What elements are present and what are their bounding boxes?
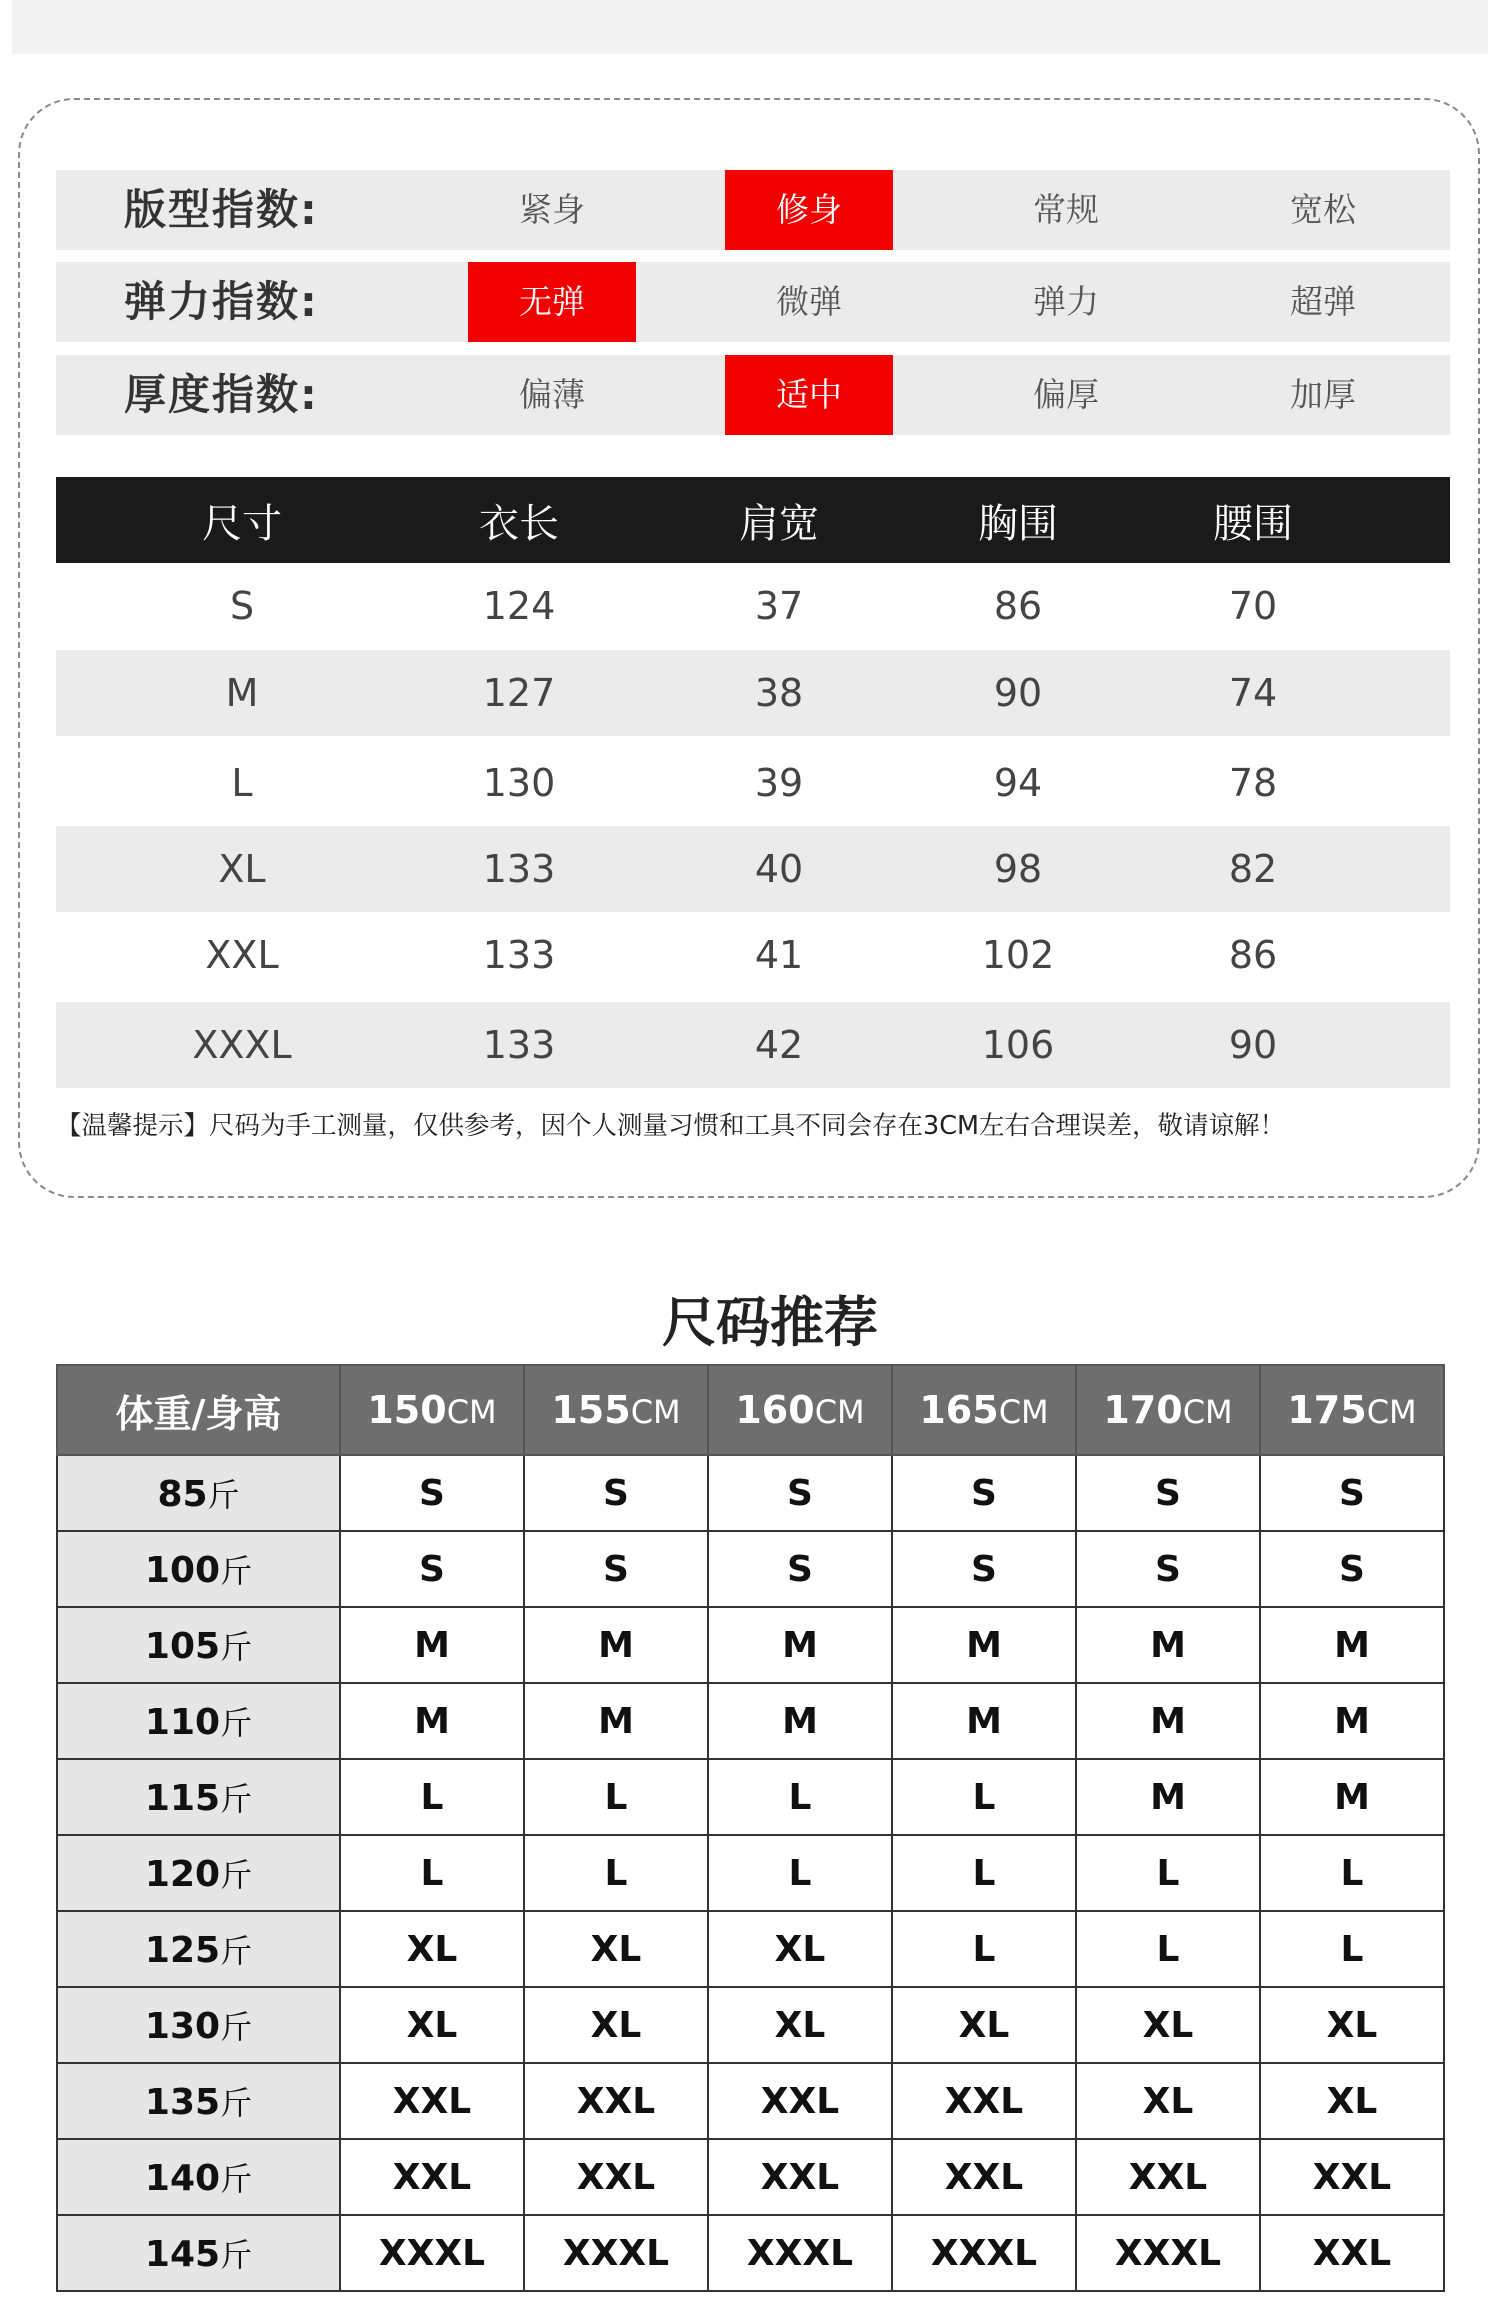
height-unit: CM <box>1182 1393 1233 1431</box>
size-cell: L <box>892 1911 1076 1987</box>
size-cell: M <box>892 1683 1076 1759</box>
weight-value: 120 <box>144 1854 221 1895</box>
index-option: 超弹 <box>1290 282 1356 321</box>
measurement-header-cell: 胸围 <box>978 500 1058 547</box>
measurement-cell: 130 <box>482 761 556 805</box>
size-cell: L <box>1076 1911 1260 1987</box>
measurement-row <box>56 1002 1450 1088</box>
measurement-cell: 133 <box>482 847 556 891</box>
weight-value: 145 <box>144 2234 221 2275</box>
measurement-row <box>56 740 1450 826</box>
size-cell: XXL <box>892 2139 1076 2215</box>
measurement-cell: 70 <box>1228 583 1278 628</box>
weight-cell <box>57 1683 340 1759</box>
measurement-cell: 133 <box>482 933 556 977</box>
weight-unit: 斤 <box>220 2084 253 2122</box>
size-cell: XXL <box>340 2063 524 2139</box>
measurement-cell: M <box>225 671 259 715</box>
weight-value: 125 <box>144 1930 221 1971</box>
height-header <box>1260 1365 1444 1455</box>
measurement-cell: 41 <box>754 933 804 977</box>
recommend-row <box>57 2139 1444 2215</box>
size-cell: M <box>708 1607 892 1683</box>
size-cell: S <box>708 1531 892 1607</box>
size-cell: XXL <box>1076 2139 1260 2215</box>
measurement-cell: 37 <box>754 583 804 628</box>
weight-unit: 斤 <box>207 1476 240 1514</box>
size-cell: XL <box>1260 2063 1444 2139</box>
size-cell: XL <box>1076 1987 1260 2063</box>
size-cell: XL <box>892 1987 1076 2063</box>
size-cell: L <box>1260 1911 1444 1987</box>
recommend-corner-header: 体重/身高 <box>57 1365 340 1455</box>
measurement-row <box>56 563 1450 648</box>
size-cell: XXL <box>524 2063 708 2139</box>
recommend-row <box>57 1531 1444 1607</box>
size-cell: S <box>340 1455 524 1531</box>
measurement-cell: XL <box>218 847 266 891</box>
size-cell: XXL <box>524 2139 708 2215</box>
size-cell: L <box>708 1835 892 1911</box>
weight-value: 130 <box>144 2006 221 2047</box>
index-option: 宽松 <box>1290 190 1356 229</box>
size-cell: M <box>1076 1607 1260 1683</box>
size-cell: M <box>1076 1759 1260 1835</box>
weight-unit: 斤 <box>220 1932 253 1970</box>
height-header <box>524 1365 708 1455</box>
size-cell: M <box>340 1607 524 1683</box>
weight-value: 110 <box>144 1702 221 1743</box>
index-option: 常规 <box>1033 190 1099 229</box>
height-unit: CM <box>1366 1393 1417 1431</box>
weight-unit: 斤 <box>220 2236 253 2274</box>
size-cell: XL <box>708 1987 892 2063</box>
measurement-row <box>56 650 1450 736</box>
size-cell: L <box>524 1835 708 1911</box>
weight-cell <box>57 1531 340 1607</box>
size-cell: S <box>524 1531 708 1607</box>
size-cell: S <box>1260 1531 1444 1607</box>
weight-unit: 斤 <box>220 1628 253 1666</box>
index-option: 紧身 <box>519 190 585 229</box>
measurement-cell: 38 <box>754 671 804 715</box>
weight-cell <box>57 1911 340 1987</box>
recommend-title: 尺码推荐 <box>662 1291 878 1354</box>
size-cell: XL <box>340 1911 524 1987</box>
index-option: 弹力 <box>1033 282 1099 321</box>
height-value: 160 <box>735 1388 815 1432</box>
size-cell: M <box>340 1683 524 1759</box>
size-cell: XXXL <box>340 2215 524 2291</box>
size-cell: XXL <box>708 2139 892 2215</box>
measurement-header-cell: 腰围 <box>1213 500 1293 547</box>
size-cell: L <box>892 1835 1076 1911</box>
measurement-cell: 78 <box>1228 761 1278 805</box>
height-value: 155 <box>551 1388 631 1432</box>
measurement-cell: 133 <box>482 1023 556 1067</box>
measurement-cell: 40 <box>754 847 804 891</box>
weight-unit: 斤 <box>220 1704 253 1742</box>
index-option: 偏薄 <box>519 375 585 414</box>
size-cell: L <box>524 1759 708 1835</box>
recommend-row <box>57 1759 1444 1835</box>
index-option: 加厚 <box>1290 375 1356 414</box>
size-cell: S <box>524 1455 708 1531</box>
size-cell: XL <box>708 1911 892 1987</box>
size-cell: XL <box>524 1911 708 1987</box>
index-option: 修身 <box>725 170 893 250</box>
size-cell: S <box>340 1531 524 1607</box>
index-row <box>56 170 1450 250</box>
measurement-cell: 82 <box>1228 847 1278 891</box>
height-header <box>1076 1365 1260 1455</box>
size-cell: XL <box>1076 2063 1260 2139</box>
recommend-row <box>57 1455 1444 1531</box>
measurement-cell: 127 <box>482 671 556 715</box>
measurement-cell: 86 <box>993 583 1043 628</box>
size-cell: XXL <box>1260 2215 1444 2291</box>
measurement-cell: 106 <box>981 1023 1055 1067</box>
size-cell: XXL <box>1260 2139 1444 2215</box>
measurement-header-cell: 尺寸 <box>202 500 282 547</box>
weight-cell <box>57 1987 340 2063</box>
height-unit: CM <box>446 1393 497 1431</box>
recommend-row <box>57 1911 1444 1987</box>
weight-cell <box>57 2215 340 2291</box>
measurement-cell: 39 <box>754 761 804 805</box>
weight-cell <box>57 1759 340 1835</box>
size-cell: L <box>708 1759 892 1835</box>
index-option: 无弹 <box>468 262 636 342</box>
height-unit: CM <box>630 1393 681 1431</box>
index-row <box>56 262 1450 342</box>
measurement-cell: 90 <box>1228 1023 1278 1067</box>
size-cell: L <box>1076 1835 1260 1911</box>
measurement-cell: XXL <box>205 933 279 977</box>
size-cell: XXL <box>708 2063 892 2139</box>
weight-unit: 斤 <box>220 1780 253 1818</box>
measurement-cell: 86 <box>1228 933 1278 977</box>
size-cell: S <box>892 1455 1076 1531</box>
height-unit: CM <box>814 1393 865 1431</box>
weight-cell <box>57 2139 340 2215</box>
measurement-cell: 98 <box>993 847 1043 891</box>
size-cell: M <box>1260 1759 1444 1835</box>
recommend-row <box>57 1683 1444 1759</box>
size-cell: S <box>1076 1455 1260 1531</box>
size-cell: S <box>1260 1455 1444 1531</box>
measurement-tip: 【温馨提示】尺码为手工测量，仅供参考，因个人测量习惯和工具不同会存在3CM左右合理误差，敬请谅解！ <box>56 1111 1286 1141</box>
height-header <box>708 1365 892 1455</box>
size-cell: M <box>1260 1607 1444 1683</box>
size-cell: L <box>340 1835 524 1911</box>
height-header <box>340 1365 524 1455</box>
size-cell: XXXL <box>524 2215 708 2291</box>
measurement-cell: 42 <box>754 1023 804 1067</box>
weight-unit: 斤 <box>220 1552 253 1590</box>
height-unit: CM <box>998 1393 1049 1431</box>
size-cell: XL <box>524 1987 708 2063</box>
index-label: 厚度指数: <box>124 370 319 419</box>
size-cell: M <box>892 1607 1076 1683</box>
weight-cell <box>57 1835 340 1911</box>
weight-unit: 斤 <box>220 1856 253 1894</box>
weight-value: 105 <box>144 1626 221 1667</box>
recommend-row <box>57 1987 1444 2063</box>
index-option: 微弹 <box>776 282 842 321</box>
size-cell: S <box>1076 1531 1260 1607</box>
weight-value: 100 <box>144 1550 221 1591</box>
recommend-row <box>57 2215 1444 2291</box>
measurement-header-cell: 肩宽 <box>739 500 819 547</box>
measurement-cell: S <box>229 583 255 628</box>
recommend-row <box>57 2063 1444 2139</box>
measurement-cell: XXXL <box>192 1023 292 1067</box>
measurement-row <box>56 912 1450 998</box>
weight-cell <box>57 2063 340 2139</box>
index-label: 弹力指数: <box>124 277 319 326</box>
size-cell: S <box>708 1455 892 1531</box>
size-cell: XXL <box>892 2063 1076 2139</box>
index-option: 适中 <box>725 355 893 435</box>
size-cell: XL <box>340 1987 524 2063</box>
measurement-cell: 90 <box>993 671 1043 715</box>
index-label: 版型指数: <box>124 185 319 234</box>
size-recommend-table <box>56 1364 1445 2292</box>
size-cell: L <box>340 1759 524 1835</box>
height-header <box>892 1365 1076 1455</box>
size-cell: XXXL <box>708 2215 892 2291</box>
size-cell: L <box>1260 1835 1444 1911</box>
weight-value: 85 <box>157 1474 208 1515</box>
size-cell: XL <box>1260 1987 1444 2063</box>
measurement-cell: 102 <box>981 933 1055 977</box>
index-row <box>56 355 1450 435</box>
size-cell: M <box>524 1607 708 1683</box>
size-cell: M <box>1076 1683 1260 1759</box>
size-cell: XXXL <box>1076 2215 1260 2291</box>
size-cell: S <box>892 1531 1076 1607</box>
recommend-row <box>57 1607 1444 1683</box>
weight-value: 140 <box>144 2158 221 2199</box>
size-cell: M <box>708 1683 892 1759</box>
measurement-cell: 94 <box>993 761 1043 805</box>
weight-value: 135 <box>144 2082 221 2123</box>
size-cell: M <box>1260 1683 1444 1759</box>
weight-cell <box>57 1607 340 1683</box>
measurement-header-cell: 衣长 <box>479 500 559 547</box>
weight-cell <box>57 1455 340 1531</box>
weight-unit: 斤 <box>220 2160 253 2198</box>
height-value: 165 <box>919 1388 999 1432</box>
measurement-cell: L <box>231 761 253 805</box>
top-banner-strip <box>12 0 1488 54</box>
weight-value: 115 <box>144 1778 221 1819</box>
measurement-header <box>56 477 1450 563</box>
size-cell: M <box>524 1683 708 1759</box>
measurement-row <box>56 826 1450 912</box>
size-cell: XXL <box>340 2139 524 2215</box>
recommend-row <box>57 1835 1444 1911</box>
height-value: 170 <box>1103 1388 1183 1432</box>
index-option: 偏厚 <box>1033 375 1099 414</box>
size-cell: XXXL <box>892 2215 1076 2291</box>
size-cell: L <box>892 1759 1076 1835</box>
weight-unit: 斤 <box>220 2008 253 2046</box>
measurement-cell: 74 <box>1228 671 1278 715</box>
measurement-cell: 124 <box>482 583 556 628</box>
height-value: 175 <box>1287 1388 1367 1432</box>
height-value: 150 <box>367 1388 447 1432</box>
